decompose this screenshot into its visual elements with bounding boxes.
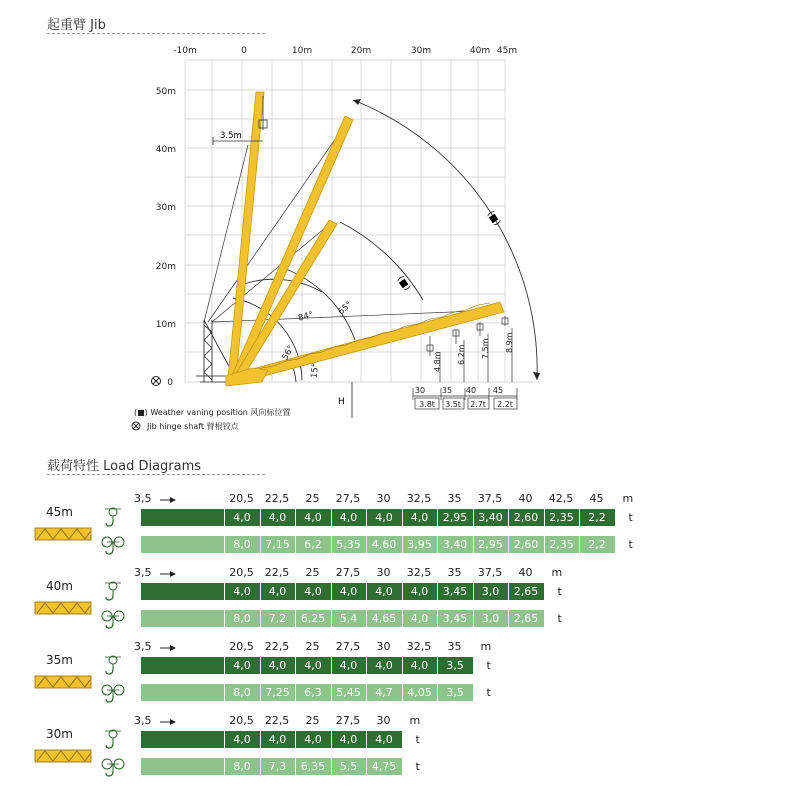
load-value: 3,0 xyxy=(473,583,508,600)
double-fall-hook-icon xyxy=(100,608,126,630)
double-fall-load-bar xyxy=(141,536,615,553)
radius-value: 25 xyxy=(305,714,320,727)
jib-section-icon xyxy=(34,600,92,616)
single-fall-load-bar xyxy=(141,731,402,748)
start-radius-label: 3,5 xyxy=(134,640,152,653)
tip-load-label: 3.8t xyxy=(419,400,435,409)
jib-length-label: 45m xyxy=(46,505,73,519)
load-value: 5,35 xyxy=(331,536,366,553)
load-value: 4,60 xyxy=(366,536,401,553)
load-value: 2,35 xyxy=(544,509,579,526)
radius-value: 27,5 xyxy=(335,640,361,653)
radius-value: 20,5 xyxy=(229,566,254,579)
radius-value: 37,5 xyxy=(477,492,503,505)
tip-load-label: 3.5t xyxy=(445,400,461,409)
radius-value: 45 xyxy=(589,492,604,505)
load-value: 2,35 xyxy=(544,536,579,553)
load-value: 8,0 xyxy=(224,758,259,775)
height-label: 6.2m xyxy=(457,344,466,365)
load-value: 2,65 xyxy=(508,583,543,600)
load-value: 4,0 xyxy=(260,583,295,600)
load-value: 4,0 xyxy=(366,509,401,526)
radius-value: 30 xyxy=(376,640,391,653)
load-value: 4,0 xyxy=(295,583,330,600)
load-value: 2,60 xyxy=(508,509,543,526)
load-value: 7,3 xyxy=(260,758,295,775)
radius-value: 20,5 xyxy=(229,640,254,653)
load-value: 3,40 xyxy=(437,536,472,553)
single-fall-hook-icon xyxy=(100,507,126,529)
y-tick-label: 30m xyxy=(155,203,176,213)
radius-value: 25 xyxy=(305,640,320,653)
load-value: 4,7 xyxy=(366,684,401,701)
radius-label: 35 xyxy=(441,386,453,395)
jib-section-icon xyxy=(34,748,92,764)
hinge-shaft-icon xyxy=(152,377,161,386)
load-unit: t xyxy=(628,511,633,524)
radius-value: 32,5 xyxy=(406,492,432,505)
load-value: 7,2 xyxy=(260,610,295,627)
radius-value: 40 xyxy=(518,566,533,579)
load-value: 6,2 xyxy=(295,536,330,553)
single-fall-hook-icon xyxy=(100,655,126,677)
jib-section-title: 起重臂 Jib xyxy=(47,18,106,33)
load-value: 4,05 xyxy=(402,684,437,701)
load-value: 2,2 xyxy=(579,536,614,553)
jib-section-icon xyxy=(34,674,92,690)
angle-label-84: 84° xyxy=(297,310,315,324)
y-tick-label: 20m xyxy=(155,262,176,272)
load-value: 5,5 xyxy=(331,758,366,775)
load-value: 4,0 xyxy=(224,731,259,748)
jib-section-icon xyxy=(34,526,92,542)
load-value: 8,0 xyxy=(224,610,259,627)
load-value: 3,5 xyxy=(437,684,472,701)
tip-load-label: 2.2t xyxy=(497,400,513,409)
double-fall-hook-icon xyxy=(100,534,126,556)
radius-arrow-icon xyxy=(160,644,176,652)
load-value: 4,0 xyxy=(331,657,366,674)
single-fall-load-bar xyxy=(141,583,544,600)
load-value: 2,95 xyxy=(437,509,472,526)
double-fall-hook-icon xyxy=(100,756,126,778)
legend-hinge-shaft: Jib hinge shaft 臂根铰点 xyxy=(147,422,239,431)
radius-value: 22,5 xyxy=(264,714,290,727)
load-value: 4,0 xyxy=(366,657,401,674)
x-tick-label: -10m xyxy=(173,46,197,56)
double-fall-load-bar xyxy=(141,758,402,775)
radius-arrow-icon xyxy=(160,718,176,726)
load-unit: t xyxy=(486,686,491,699)
radius-value: 37,5 xyxy=(477,566,503,579)
load-value: 6,25 xyxy=(295,610,330,627)
y-tick-label: 50m xyxy=(155,87,176,97)
load-value: 4,0 xyxy=(402,509,437,526)
load-value: 4,0 xyxy=(366,583,401,600)
load-unit: t xyxy=(557,585,562,598)
x-tick-label: 20m xyxy=(350,46,372,56)
load-unit: t xyxy=(557,612,562,625)
y-tick-label: 0 xyxy=(167,378,173,388)
jib-length-label: 40m xyxy=(46,579,73,593)
load-value: 4,0 xyxy=(402,657,437,674)
load-value: 4,0 xyxy=(260,509,295,526)
x-tick-label: 30m xyxy=(410,46,432,56)
load-value: 3,95 xyxy=(402,536,437,553)
radius-value: 27,5 xyxy=(335,492,361,505)
jib-length-label: 30m xyxy=(46,727,73,741)
tip-load-label: 2.7t xyxy=(470,400,486,409)
angle-label-56: 56° xyxy=(280,343,297,362)
start-radius-label: 3,5 xyxy=(134,566,152,579)
load-value: 4,65 xyxy=(366,610,401,627)
radius-arrow-icon xyxy=(160,496,176,504)
load-value: 5,45 xyxy=(331,684,366,701)
height-label: 4.8m xyxy=(433,351,442,372)
load-unit: t xyxy=(486,659,491,672)
load-value: 3,40 xyxy=(473,509,508,526)
load-value: 2,60 xyxy=(508,536,543,553)
radius-value: 27,5 xyxy=(335,566,361,579)
radius-arrow-icon xyxy=(160,570,176,578)
load-value: 4,0 xyxy=(295,657,330,674)
angle-label-15: 15° xyxy=(309,362,321,379)
radius-value: 22,5 xyxy=(264,566,290,579)
load-title-divider xyxy=(47,474,265,475)
load-value: 4,0 xyxy=(331,583,366,600)
radius-value: 30 xyxy=(376,714,391,727)
y-tick-label: 10m xyxy=(155,320,176,330)
radius-unit: m xyxy=(480,640,492,653)
weather-vaning-marker: (■) xyxy=(484,209,502,228)
load-value: 2,65 xyxy=(508,610,543,627)
height-label: 8.9m xyxy=(505,332,514,353)
load-value: 3,0 xyxy=(473,610,508,627)
load-value: 4,0 xyxy=(260,731,295,748)
radius-value: 35 xyxy=(447,566,462,579)
double-fall-load-bar xyxy=(141,684,473,701)
load-value: 4,0 xyxy=(224,583,259,600)
radius-label: 40 xyxy=(465,386,477,395)
load-value: 8,0 xyxy=(224,684,259,701)
radius-value: 35 xyxy=(447,492,462,505)
single-fall-load-bar xyxy=(141,657,473,674)
load-unit: t xyxy=(415,760,420,773)
load-value: 3,45 xyxy=(437,610,472,627)
x-tick-label: 45m xyxy=(496,46,518,56)
load-value: 8,0 xyxy=(224,536,259,553)
weather-vaning-marker: (■) xyxy=(394,274,412,293)
load-value: 2,2 xyxy=(579,509,614,526)
x-tick-label: 40m xyxy=(469,46,491,56)
start-radius-label: 3,5 xyxy=(134,714,152,727)
radius-value: 22,5 xyxy=(264,492,290,505)
radius-value: 20,5 xyxy=(229,492,254,505)
angle-label-65: 65° xyxy=(336,299,355,318)
load-value: 7,25 xyxy=(260,684,295,701)
load-value: 4,0 xyxy=(331,509,366,526)
load-value: 4,0 xyxy=(224,509,259,526)
load-value: 6,35 xyxy=(295,758,330,775)
load-section-title: 载荷特性 Load Diagrams xyxy=(47,459,202,474)
radius-value: 35 xyxy=(447,640,462,653)
legend-weather-vaning: (■) Weather vaning position 风向标位置 xyxy=(134,408,291,417)
load-value: 4,75 xyxy=(366,758,401,775)
x-tick-label: 10m xyxy=(291,46,313,56)
load-value: 2,95 xyxy=(473,536,508,553)
radius-unit: m xyxy=(551,566,563,579)
load-value: 4,0 xyxy=(295,509,330,526)
radius-value: 30 xyxy=(376,492,391,505)
load-value: 4,0 xyxy=(402,583,437,600)
range-arc-middle xyxy=(340,222,423,300)
single-fall-load-bar xyxy=(141,509,615,526)
load-value: 3,45 xyxy=(437,583,472,600)
load-value: 5,4 xyxy=(331,610,366,627)
load-value: 4,0 xyxy=(260,657,295,674)
radius-value: 27,5 xyxy=(335,714,361,727)
radius-label: 30 xyxy=(414,386,426,395)
load-value: 4,0 xyxy=(402,610,437,627)
load-value: 3,5 xyxy=(437,657,472,674)
radius-value: 25 xyxy=(305,492,320,505)
radius-value: 42,5 xyxy=(548,492,574,505)
height-label: 7.5m xyxy=(481,338,490,359)
load-value: 4,0 xyxy=(331,731,366,748)
single-fall-hook-icon xyxy=(100,729,126,751)
radius-value: 20,5 xyxy=(229,714,254,727)
radius-value: 22,5 xyxy=(264,640,290,653)
load-value: 4,0 xyxy=(224,657,259,674)
legend-hinge-icon xyxy=(130,420,142,432)
radius-value: 40 xyxy=(518,492,533,505)
radius-value: 25 xyxy=(305,566,320,579)
load-value: 6,3 xyxy=(295,684,330,701)
load-unit: t xyxy=(628,538,633,551)
y-tick-label: 40m xyxy=(155,145,176,155)
radius-value: 30 xyxy=(376,566,391,579)
dimension-3-5m-label: 3.5m xyxy=(220,131,242,141)
radius-unit: m xyxy=(622,492,634,505)
radius-value: 32,5 xyxy=(406,640,432,653)
hoist-height-label: H xyxy=(338,397,345,407)
radius-value: 32,5 xyxy=(406,566,432,579)
start-radius-label: 3,5 xyxy=(134,492,152,505)
load-value: 4,0 xyxy=(295,731,330,748)
radius-label: 45 xyxy=(492,386,504,395)
load-value: 4,0 xyxy=(366,731,401,748)
x-tick-label: 0 xyxy=(241,46,247,56)
jib-length-label: 35m xyxy=(46,653,73,667)
radius-unit: m xyxy=(409,714,421,727)
load-unit: t xyxy=(415,733,420,746)
double-fall-hook-icon xyxy=(100,682,126,704)
double-fall-load-bar xyxy=(141,610,544,627)
load-value: 7,15 xyxy=(260,536,295,553)
single-fall-hook-icon xyxy=(100,581,126,603)
